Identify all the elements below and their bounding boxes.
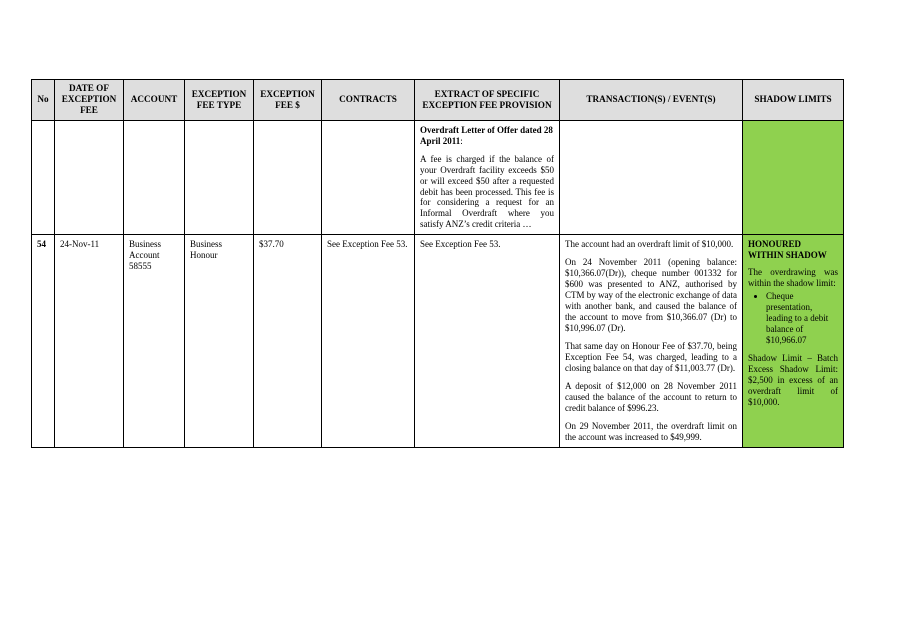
provision: See Exception Fee 53. <box>415 235 560 448</box>
provision-title: Overdraft Letter of Offer dated 28 April 2011 <box>420 124 553 146</box>
fee-type: Business Honour <box>185 235 254 448</box>
table-header-row <box>32 80 844 121</box>
header-shadow-limits: SHADOW LIMITS <box>743 80 844 121</box>
shadow-intro: The overdrawing was within the shadow limit: <box>748 267 838 289</box>
table-row <box>32 120 844 235</box>
shadow-heading: HONOURED WITHIN SHADOW <box>748 239 827 261</box>
header-fee: EXCEPTION FEE $ <box>254 80 322 121</box>
events-cell <box>560 235 743 448</box>
account-name: Business Account 58555 <box>124 235 185 448</box>
header-no: No <box>32 80 55 121</box>
fee-amount: $37.70 <box>254 235 322 448</box>
exception-fee-table <box>31 79 844 448</box>
shadow-limit-text: Shadow Limit – Batch Excess Shadow Limit: $2,500 in excess of an overdraft limit of $10,000. <box>748 353 838 407</box>
event-paragraph: The account had an overdraft limit of $10,000. <box>565 239 734 250</box>
event-paragraph: On 29 November 2011, the overdraft limit on the account was increased to $49,999. <box>565 420 737 442</box>
row-number: 54 <box>32 235 55 448</box>
header-events: TRANSACTION(S) / EVENT(S) <box>560 80 743 121</box>
table-row <box>32 235 844 448</box>
provision-title-colon: : <box>460 135 463 146</box>
shadow-list <box>748 291 838 346</box>
event-paragraph: That same day on Honour Fee of $37.70, being Exception Fee 54, was charged, leading to a closing balance on that day of $11,003.77 (Dr). <box>565 341 737 374</box>
provision-text: A fee is charged if the balance of your Overdraft facility exceeds $50 or will exceed $50 after a requested debit has been processed. This fee is for considering a request for an Informal Overdraft where you satisfy ANZ’s credit criteria … <box>420 153 554 230</box>
contracts: See Exception Fee 53. <box>322 235 415 448</box>
header-fee-type: EXCEPTION FEE TYPE <box>185 80 254 121</box>
event-paragraph: On 24 November 2011 (opening balance: $10,366.07(Dr)), cheque number 001332 for $600 was presented to ANZ, authorised by CTM by way of the electronic exchange of data with another bank, and caused the balance of the account to move from $10,366.07 (Dr) to $10,996.07 (Dr). <box>565 257 737 334</box>
shadow-cell <box>743 120 844 235</box>
header-contracts: CONTRACTS <box>322 80 415 121</box>
shadow-bullet: • Cheque presentation, leading to a debit balance of $10,966.07 <box>766 291 838 346</box>
header-date: DATE OF EXCEPTION FEE <box>55 80 124 121</box>
provision-cell <box>415 120 560 235</box>
event-paragraph: A deposit of $12,000 on 28 November 2011 caused the balance of the account to return to credit balance of $996.23. <box>565 381 737 413</box>
shadow-limit-cell <box>743 235 844 448</box>
header-provision: EXTRACT OF SPECIFIC EXCEPTION FEE PROVISION <box>415 80 560 121</box>
fee-date: 24-Nov-11 <box>55 235 124 448</box>
header-account: ACCOUNT <box>124 80 185 121</box>
